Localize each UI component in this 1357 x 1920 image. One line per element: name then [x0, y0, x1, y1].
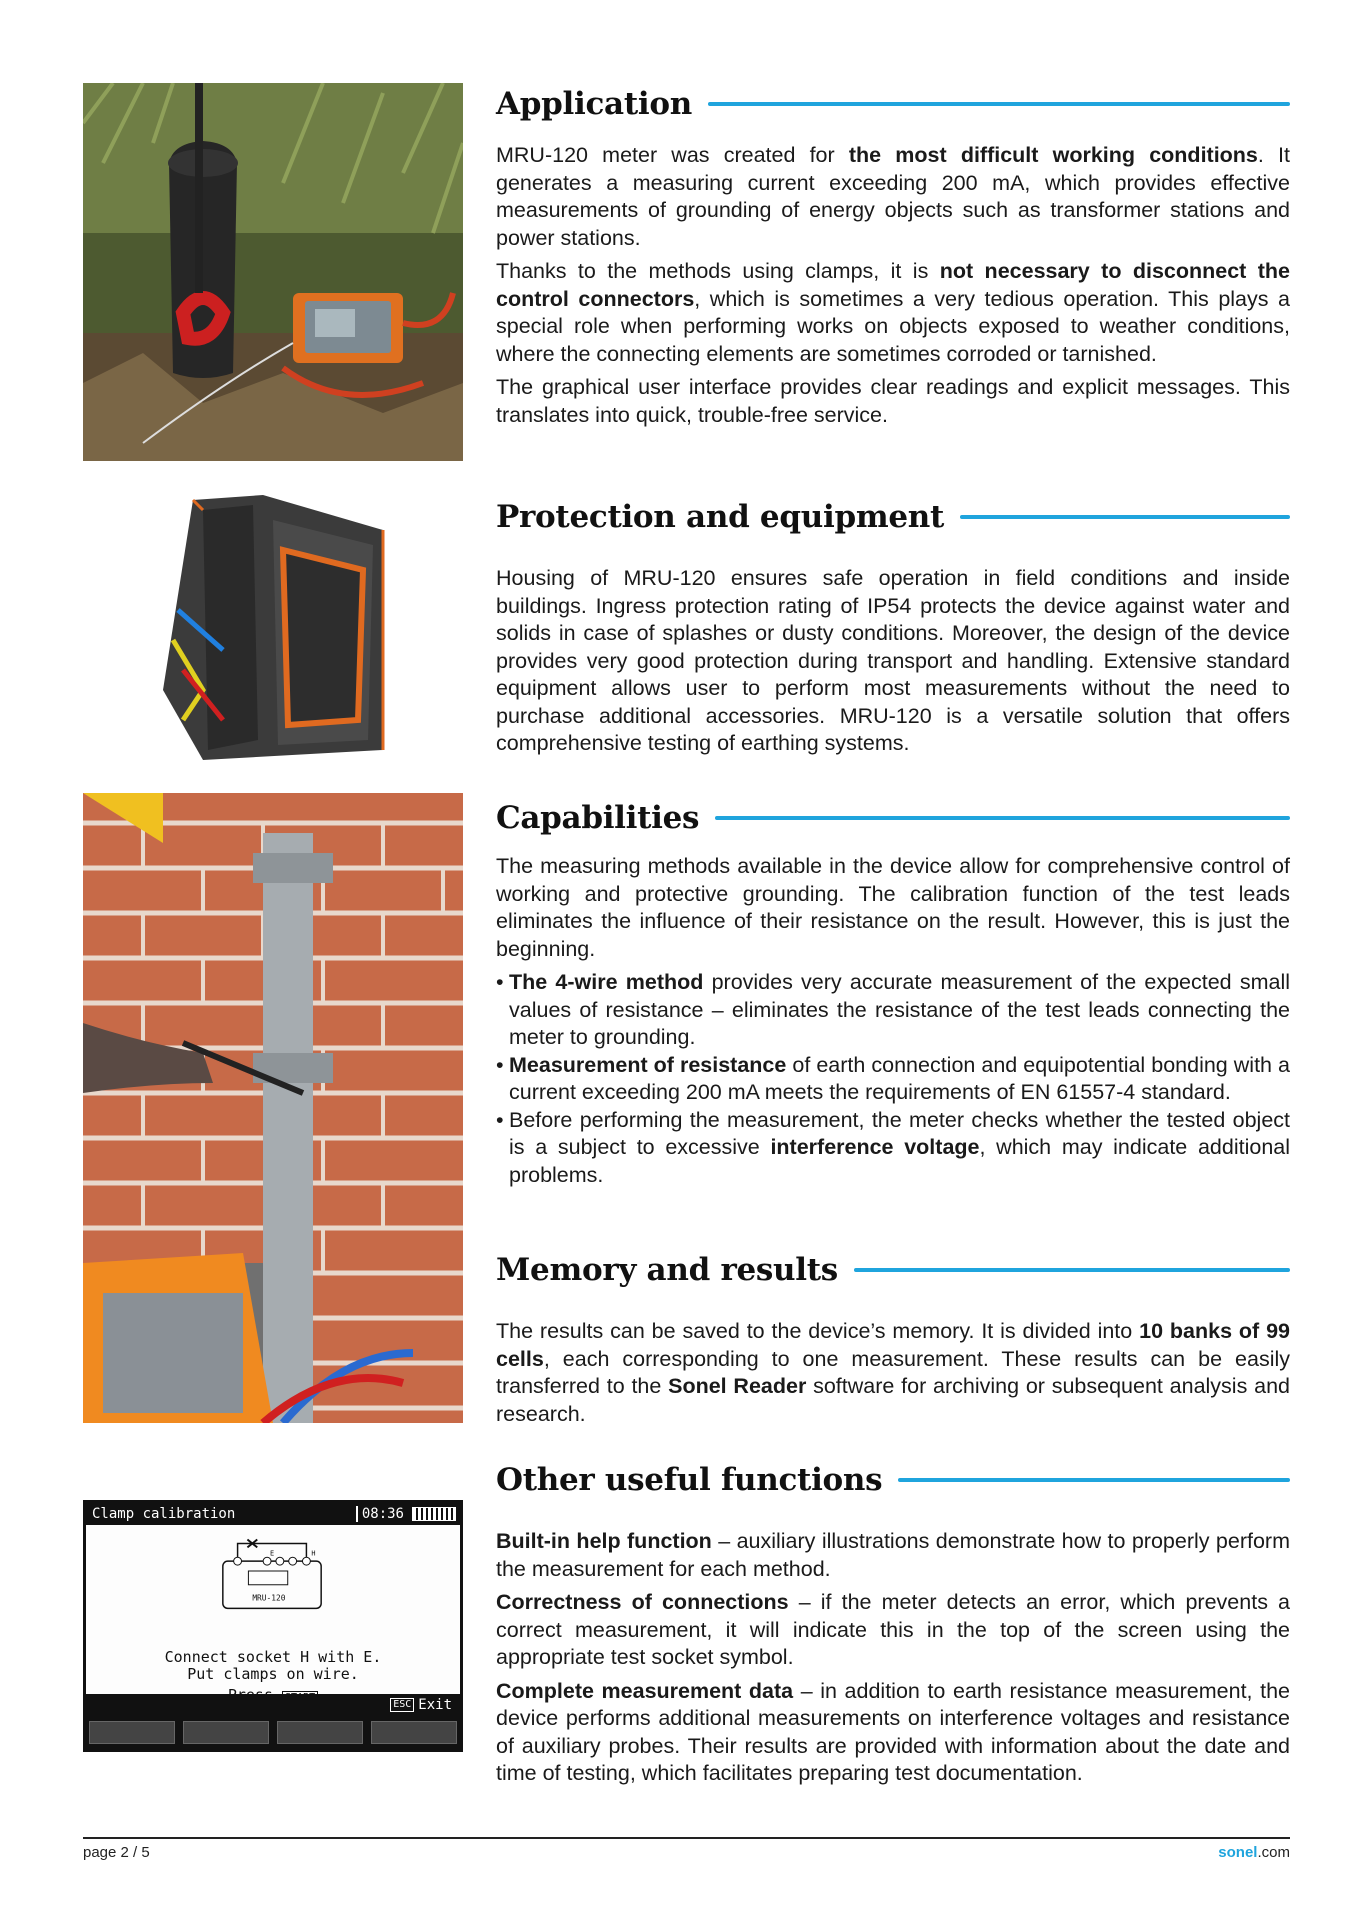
page-number: page 2 / 5 — [83, 1844, 150, 1861]
section-header — [496, 494, 1290, 540]
text: – in addition to earth resistance measurement, the device performs additional measurements on interference voltages and resistance of auxiliary probes. Their results are provided with information about the date and time of testing, which facilitates preparing test documentation. — [496, 1678, 1290, 1785]
text: , each corresponding to one measurement. These results can be easily transferred to the — [496, 1346, 1290, 1398]
section-title: Capabilities — [496, 800, 700, 836]
text: Before performing the measurement, the meter checks whether the tested object is a subject to excessive — [509, 1107, 1290, 1159]
text: MRU-120 meter was created for — [496, 143, 849, 167]
section-header — [496, 1457, 1290, 1503]
esc-key-tag: ESC — [390, 1698, 414, 1712]
paragraph — [496, 258, 1290, 368]
section-title: Memory and results — [496, 1252, 838, 1288]
text: Thanks to the methods using clamps, it is — [496, 259, 940, 283]
section-divider — [960, 515, 1290, 519]
bold-text: Built-in help function — [496, 1529, 712, 1553]
paragraph — [496, 1528, 1290, 1583]
section-divider — [898, 1478, 1290, 1482]
brand-domain: .com — [1257, 1844, 1290, 1861]
section-capabilities — [496, 795, 1290, 1193]
paragraph — [496, 1678, 1290, 1788]
battery-icon — [412, 1507, 456, 1521]
bold-text: The 4-wire method — [509, 970, 704, 994]
screen-instruction-2: Put clamps on wire. — [187, 1665, 359, 1683]
text: – auxiliary illustrations demonstrate how to properly perform the measurement for each method. — [496, 1529, 1290, 1581]
list-item — [496, 969, 1290, 1052]
text: The results can be saved to the device’s memory. It is divided into — [496, 1319, 1140, 1343]
section-divider — [854, 1268, 1290, 1272]
list-item — [496, 1052, 1290, 1107]
text: provides very accurate measurement of the expected small values of resistance – eliminates the resistance of the test leads connecting the meter to grounding. — [509, 970, 1290, 1049]
footer-divider — [83, 1837, 1290, 1839]
section-body — [496, 853, 1290, 1189]
paragraph — [496, 1589, 1290, 1672]
softkey-2 — [183, 1721, 269, 1744]
section-header — [496, 1247, 1290, 1293]
screen-instruction-1: Connect socket H with E. — [164, 1648, 382, 1666]
bold-text: Sonel Reader — [668, 1374, 807, 1398]
device-model-label: MRU-120 — [252, 1593, 286, 1603]
text: – if the meter detects an error, which prevents a correct measurement, it will indicate this in the top of the screen using the appropriate test socket symbol. — [496, 1590, 1290, 1669]
photo-brick-wall — [83, 793, 463, 1423]
text: software for archiving or subsequent analysis and research. — [496, 1374, 1290, 1426]
section-divider — [708, 102, 1290, 106]
section-other-functions — [496, 1457, 1290, 1794]
section-header — [496, 795, 1290, 841]
list-item — [496, 1107, 1290, 1190]
paragraph: The graphical user interface provides clear readings and explicit messages. This translates into quick, trouble-free service. — [496, 375, 1290, 427]
text: , which is sometimes a very tedious operation. This plays a special role when performing works on objects exposed to weather conditions, where the connecting elements are sometimes corroded or tarnished. — [496, 286, 1291, 366]
section-application — [496, 81, 1290, 435]
paragraph — [496, 1318, 1290, 1428]
paragraph: The measuring methods available in the device allow for comprehensive control of working and protective grounding. The calibration function of the test leads eliminates the influence of their resistance on the result. However, this is just the beginning. — [496, 854, 1290, 961]
section-body — [496, 1528, 1290, 1788]
section-title: Protection and equipment — [496, 499, 945, 535]
socket-label-h: H — [311, 1549, 316, 1558]
bold-text: the most difficult working conditions — [848, 143, 1258, 167]
bold-text: Measurement of resistance — [509, 1052, 787, 1077]
brand-link[interactable] — [1218, 1844, 1290, 1861]
text: of earth connection and equipotential bonding with a current exceeding 200 mA meets the requirements of EN 61557-4 standard. — [509, 1052, 1291, 1104]
paragraph — [496, 142, 1290, 252]
section-divider — [715, 816, 1290, 820]
softkey-4 — [371, 1721, 457, 1744]
section-memory — [496, 1247, 1290, 1434]
section-title: Other useful functions — [496, 1462, 883, 1498]
screen-header — [86, 1503, 460, 1525]
text: , which may indicate additional problems. — [509, 1135, 1291, 1187]
screen-title: Clamp calibration — [92, 1506, 236, 1522]
bold-text: Correctness of connections — [496, 1590, 789, 1614]
exit-label: Exit — [418, 1697, 452, 1713]
bold-text: interference voltage — [770, 1135, 980, 1159]
bold-text: not necessary to disconnect the control connectors — [496, 259, 1290, 311]
connection-diagram — [213, 1531, 331, 1611]
section-title: Application — [496, 86, 692, 122]
bold-text: Complete measurement data — [496, 1678, 794, 1703]
photo-carrying-bag — [83, 490, 463, 765]
paragraph: Housing of MRU-120 ensures safe operation in field conditions and inside buildings. Ingress protection rating of IP54 protects the device against water and solids in case of splashes or dusty conditions. Moreover, the design of the device provides very good protection during transport and handling. Extensive standard equipment allows user to perform most measurements without the need to purchase additional accessories. MRU-120 is a versatile solution that offers comprehensive testing of earthing systems. — [496, 566, 1290, 755]
section-body — [496, 1318, 1290, 1428]
text: . It generates a measuring current exceeding 200 mA, which provides effective measurements of grounding of energy objects such as transformer stations and power stations. — [496, 143, 1290, 250]
section-protection — [496, 494, 1290, 764]
bullet-list — [496, 969, 1290, 1189]
device-screen — [83, 1500, 463, 1752]
brand-name: sonel — [1218, 1844, 1258, 1861]
screen-time: 08:36 — [356, 1506, 408, 1522]
softkey-3 — [277, 1721, 363, 1744]
section-body — [496, 565, 1290, 758]
bold-text: 10 banks of 99 cells — [496, 1319, 1290, 1371]
socket-label-e: E — [270, 1549, 275, 1558]
section-header — [496, 81, 1290, 127]
softkey-1 — [89, 1721, 175, 1744]
photo-field-measurement — [83, 83, 463, 461]
screen-softkeys — [86, 1716, 460, 1749]
section-body — [496, 142, 1290, 429]
screen-exit-bar — [86, 1694, 460, 1716]
screen-content — [86, 1525, 460, 1694]
